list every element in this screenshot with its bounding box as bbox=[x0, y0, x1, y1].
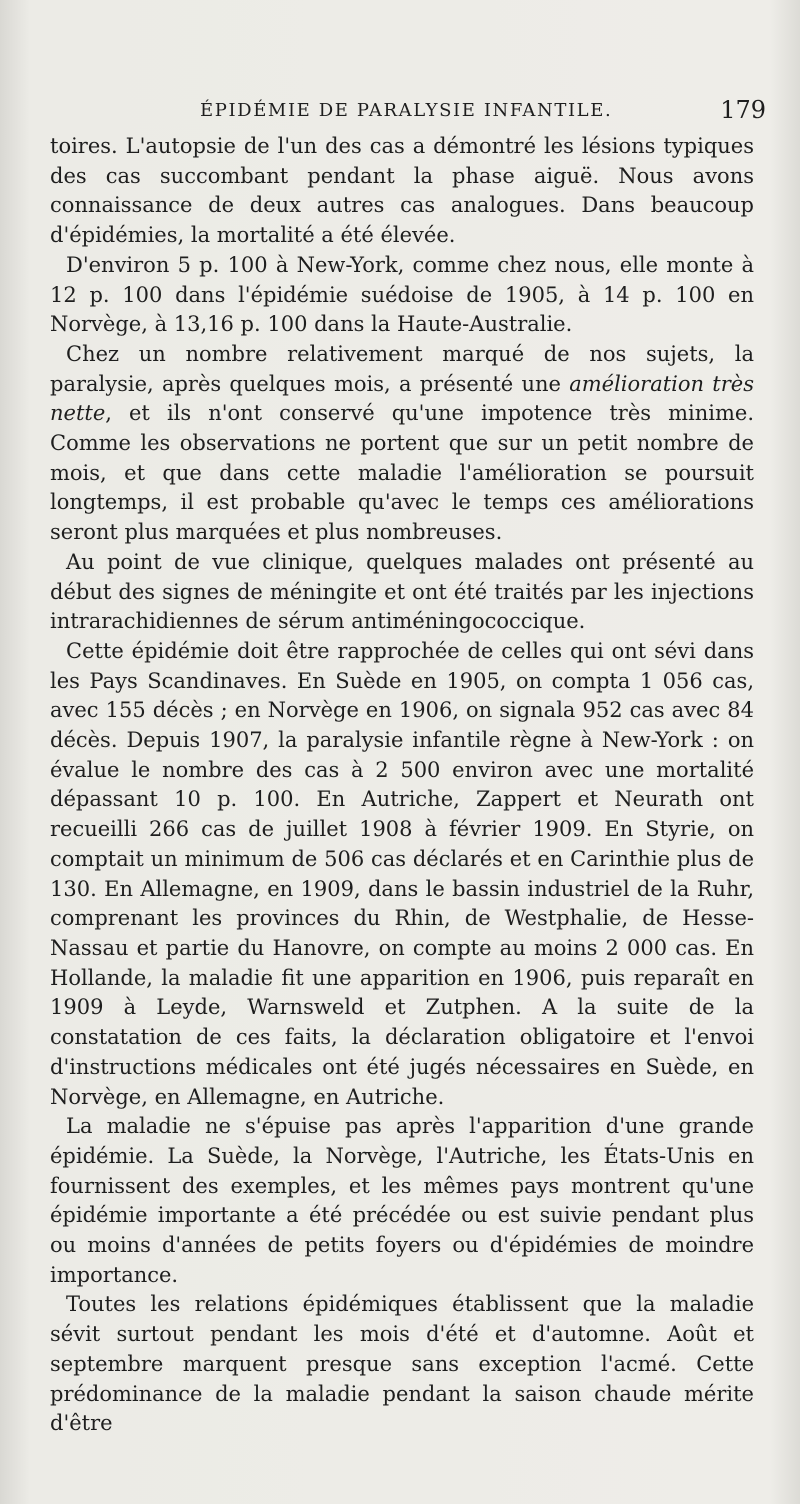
paragraph-clinical: Au point de vue clinique, quelques malades ont présenté au début des signes de méningite et ont été traités par les injections intrarachidiennes de sérum antiméningococcique. bbox=[50, 549, 754, 634]
emphasis-amelioration: amélioration très nette bbox=[50, 371, 754, 426]
paragraph-epidemics-comparison: Cette épidémie doit être rapprochée de celles qui ont sévi dans les Pays Scandinaves. En Suède en 1905, on compta 1 056 cas, avec 155 décès ; en Norvège en 1906, on signala 952 cas avec 84 décès. Depuis 1907, la paralysie infantile règne à New-York : on évalue le nombre des cas à 2 500 environ avec une mortalité dépassant 10 p. 100. En Autriche, Zappert et Neurath ont recueilli 266 cas de juillet 1908 à février 1909. En Styrie, on comptait un minimum de 506 cas déclarés et en Carinthie plus de 130. En Allemagne, en 1909, dans le bassin industriel de la Ruhr, comprenant les provinces du Rhin, de Westphalie, de Hesse-Nassau et partie du Hanovre, on compte au moins 2 000 cas. En Hollande, la maladie fit une apparition en 1906, puis reparaît en 1909 à Leyde, Warnsweld et Zutphen. A la suite de la constatation de ces faits, la déclaration obligatoire et l'envoi d'instructions médicales ont été jugés nécessaires en Suède, en Norvège, en Allemagne, en Autriche. bbox=[50, 638, 754, 1109]
running-head-title: ÉPIDÉMIE DE PARALYSIE INFANTILE. bbox=[200, 100, 613, 121]
paragraph-improvement-rest: , et ils n'ont conservé qu'une impotence très minime. Comme les observations ne portent que sur un petit nombre de mois, et que dans cette maladie l'amélioration se poursuit longtemps, il est probable qu'avec le temps ces améliorations seront plus marquées et plus nombreuses. bbox=[50, 401, 754, 545]
page-number: 179 bbox=[720, 96, 766, 124]
paragraph-persistence: La maladie ne s'épuise pas après l'apparition d'une grande épidémie. La Suède, la Norvège, l'Autriche, les États-Unis en fournissent des exemples, et les mêmes pays montrent qu'une épidémie importante a été précédée ou est suivie pendant plus ou moins d'années de petits foyers ou d'épidémies de moindre importance. bbox=[50, 1114, 754, 1287]
paragraph-seasonality: Toutes les relations épidémiques établissent que la maladie sévit surtout pendant les mois d'été et d'automne. Août et septembre marquent presque sans exception l'acmé. Cette prédominance de la maladie pendant la saison chaude mérite d'être bbox=[50, 1292, 754, 1436]
running-head bbox=[48, 96, 766, 132]
paragraph-mortality-continuation: toires. L'autopsie de l'un des cas a démontré les lésions typiques des cas succombant pendant la phase aiguë. Nous avons connaissance de deux autres cas analogues. Dans beaucoup d'épidémies, la mortalité a été élevée. bbox=[50, 134, 754, 248]
body-text bbox=[50, 132, 754, 1439]
paragraph-improvement-lead: Chez un nombre relativement marqué de nos sujets, la paralysie, après quelques mois, a présenté une bbox=[50, 341, 754, 396]
paragraph-improvement bbox=[50, 340, 754, 548]
paragraph-mortality-rates: D'environ 5 p. 100 à New-York, comme chez nous, elle monte à 12 p. 100 dans l'épidémie suédoise de 1905, à 14 p. 100 en Norvège, à 13,16 p. 100 dans la Haute-Australie. bbox=[50, 252, 754, 337]
